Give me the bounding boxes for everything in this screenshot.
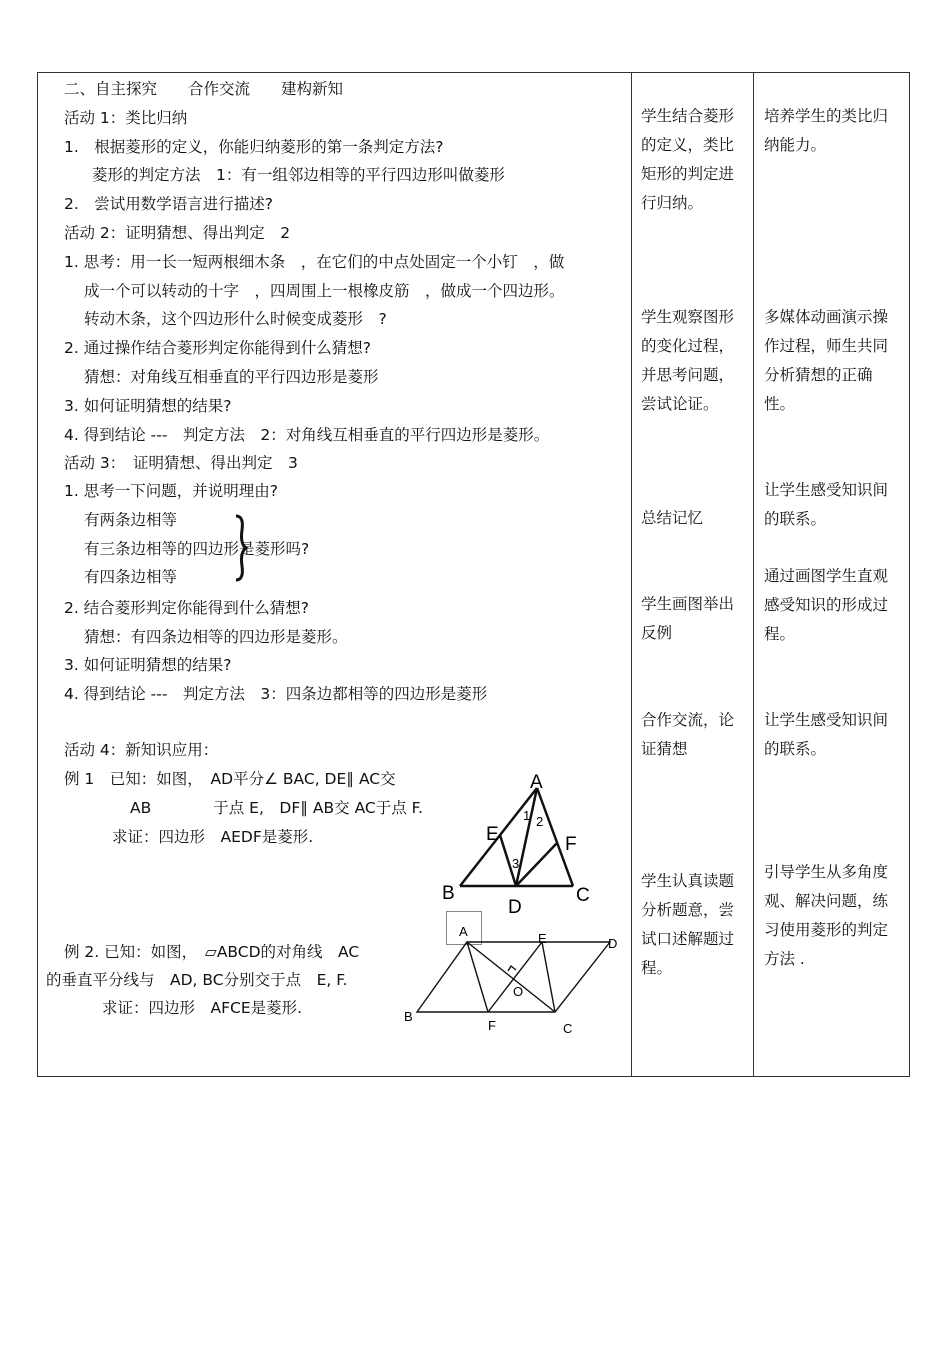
activity2-question1-line2: 成一个可以转动的十字 ，四周围上一根橡皮筋 ，做成一个四边形。 [84, 282, 565, 300]
example1-line3: 求证：四边形 AEDF是菱形. [112, 828, 314, 846]
parallelogram-abcd [417, 942, 610, 1012]
segment-df [516, 843, 557, 886]
student-activity-6: 学生认真读题分析题意，尝试口述解题过程。 [641, 872, 735, 977]
example2-line1: 例 2. 已知：如图， ▱ABCD的对角线 AC [64, 943, 360, 961]
point-o-label: O [513, 984, 524, 999]
activity2-question4: 4. 得到结论 --- 判定方法 2：对角线互相垂直的平行四边形是菱形。 [64, 426, 550, 444]
point-d-label: D [608, 936, 618, 951]
activity3-question4: 4. 得到结论 --- 判定方法 3：四条边都相等的四边形是菱形 [64, 685, 488, 703]
design-intent-1: 培养学生的类比归纳能力。 [764, 107, 889, 154]
activity1-question2: 2. 尝试用数学语言进行描述? [64, 195, 274, 213]
example2-figure [400, 920, 630, 1040]
student-activity-1: 学生结合菱形的定义，类比矩形的判定进行归纳。 [641, 107, 735, 212]
activity4-title: 活动 4：新知识应用： [64, 741, 219, 759]
activity2-question2: 2. 通过操作结合菱形判定你能得到什么猜想? [64, 339, 371, 357]
example1-line1: 例 1 已知：如图， AD平分∠ BAC, DE∥ AC交 [64, 770, 396, 788]
example1-figure [440, 768, 610, 918]
point-e-label: E [486, 824, 499, 845]
point-a-label: A [530, 772, 543, 793]
curly-brace-icon [228, 512, 250, 584]
section-heading: 二、自主探究 合作交流 建构新知 [64, 80, 344, 98]
point-a-label: A [459, 924, 468, 939]
activity3-question2: 2. 结合菱形判定你能得到什么猜想? [64, 599, 309, 617]
student-activity-2: 学生观察图形的变化过程，并思考问题，尝试论证。 [641, 308, 735, 413]
student-activity-5: 合作交流，论证猜想 [641, 711, 735, 758]
activity3-option3: 有四条边相等 [84, 568, 178, 586]
activity1-question1: 1. 根据菱形的定义，你能归纳菱形的第一条判定方法? [64, 138, 444, 156]
activity2-answer2: 猜想：对角线互相垂直的平行四边形是菱形 [84, 368, 379, 386]
point-e-label: E [538, 931, 547, 946]
design-intent-5: 让学生感受知识间的联系。 [764, 711, 889, 758]
point-f-label: F [565, 834, 577, 855]
point-f-label: F [488, 1018, 496, 1033]
point-c-label: C [563, 1021, 573, 1036]
example2-line2: 的垂直平分线与 AD, BC分别交于点 E, F. [46, 971, 348, 989]
activity3-answer2: 猜想：有四条边相等的四边形是菱形。 [84, 628, 348, 646]
point-b-label: B [442, 883, 455, 904]
activity3-title: 活动 3： 证明猜想、得出判定 3 [64, 454, 298, 472]
design-intent-4: 通过画图学生直观感受知识的形成过程。 [764, 567, 889, 643]
point-d-label: D [508, 897, 522, 918]
activity2-question1-line3: 转动木条，这个四边形什么时候变成菱形 ? [84, 310, 387, 328]
segment-ec [542, 942, 555, 1012]
point-b-label: B [404, 1009, 413, 1024]
segment-ef [488, 942, 542, 1012]
design-intent-2: 多媒体动画演示操作过程，师生共同分析猜想的正确性。 [764, 308, 889, 413]
column-divider [631, 72, 632, 1077]
diagonal-ac [467, 942, 555, 1012]
activity3-question1: 1. 思考一下问题，并说明理由? [64, 482, 278, 500]
student-activity-3: 总结记忆 [641, 509, 704, 527]
activity2-question1-line1: 1. 思考：用一长一短两根细木条 ，在它们的中点处固定一个小钉 ，做 [64, 253, 565, 271]
activity3-option1: 有两条边相等 [84, 511, 178, 529]
segment-af [467, 942, 488, 1012]
right-angle-mark [508, 966, 516, 971]
activity3-question3: 3. 如何证明猜想的结果? [64, 656, 232, 674]
design-intent-3: 让学生感受知识间的联系。 [764, 481, 889, 528]
angle-3-label: 3 [512, 856, 520, 871]
column-divider [753, 72, 754, 1077]
point-c-label: C [576, 885, 590, 906]
activity1-answer1: 菱形的判定方法 1：有一组邻边相等的平行四边形叫做菱形 [92, 166, 505, 184]
activity2-question3: 3. 如何证明猜想的结果? [64, 397, 232, 415]
example1-line2: AB 于点 E, DF∥ AB交 AC于点 F. [130, 799, 424, 817]
design-intent-6: 引导学生从多角度观、解决问题，练习使用菱形的判定方法 . [764, 863, 889, 968]
example2-line3: 求证：四边形 AFCE是菱形. [102, 999, 303, 1017]
activity1-title: 活动 1：类比归纳 [64, 109, 188, 127]
angle-1-label: 1 [523, 808, 531, 823]
angle-2-label: 2 [536, 814, 544, 829]
activity3-option2: 有三条边相等的四边形是菱形吗? [84, 540, 310, 558]
activity2-title: 活动 2：证明猜想、得出判定 2 [64, 224, 291, 242]
student-activity-4: 学生画图举出反例 [641, 595, 735, 642]
